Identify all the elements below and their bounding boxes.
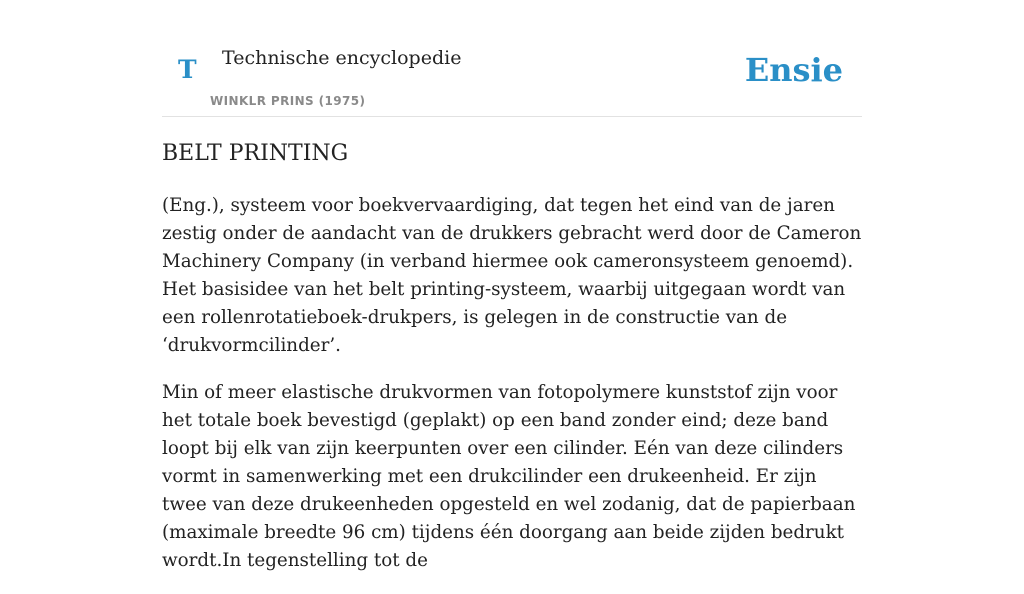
source-header <box>162 0 862 117</box>
source-title-link[interactable]: Technische encyclopedie <box>222 47 462 69</box>
entry-paragraph-1: (Eng.), systeem voor boekvervaardiging, dat tegen het eind van de jaren zestig onder de aandacht van de drukkers gebracht werd door de Cameron Machinery Company (in verband hiermee ook cameronsysteem genoemd). Het basisidee van het belt printing-systeem, waarbij uitgegaan wordt van een rollenrotatieboek-drukpers, is gelegen in de constructie van de ‘drukvormcilinder’. <box>162 195 862 356</box>
source-subtitle: WINKLR PRINS (1975) <box>210 94 366 108</box>
ensie-logo[interactable]: Ensie <box>744 51 843 89</box>
entry-headword: BELT PRINTING <box>162 141 349 166</box>
entry-body <box>162 192 862 594</box>
source-logo-icon[interactable]: T <box>178 55 197 84</box>
entry-paragraph-2: Min of meer elastische drukvormen van fotopolymere kunststof zijn voor het totale boek bevestigd (geplakt) op een band zonder eind; deze band loopt bij elk van zijn keerpunten over een cilinder. Eén van deze cilinders vormt in samenwerking met een drukcilinder een drukeenheid. Er zijn twee van deze drukeenheden opgesteld en wel zodanig, dat de papierbaan (maximale breedte 96 cm) tijdens één doorgang aan beide zijden bedrukt wordt.In tegenstelling tot de <box>162 382 856 571</box>
